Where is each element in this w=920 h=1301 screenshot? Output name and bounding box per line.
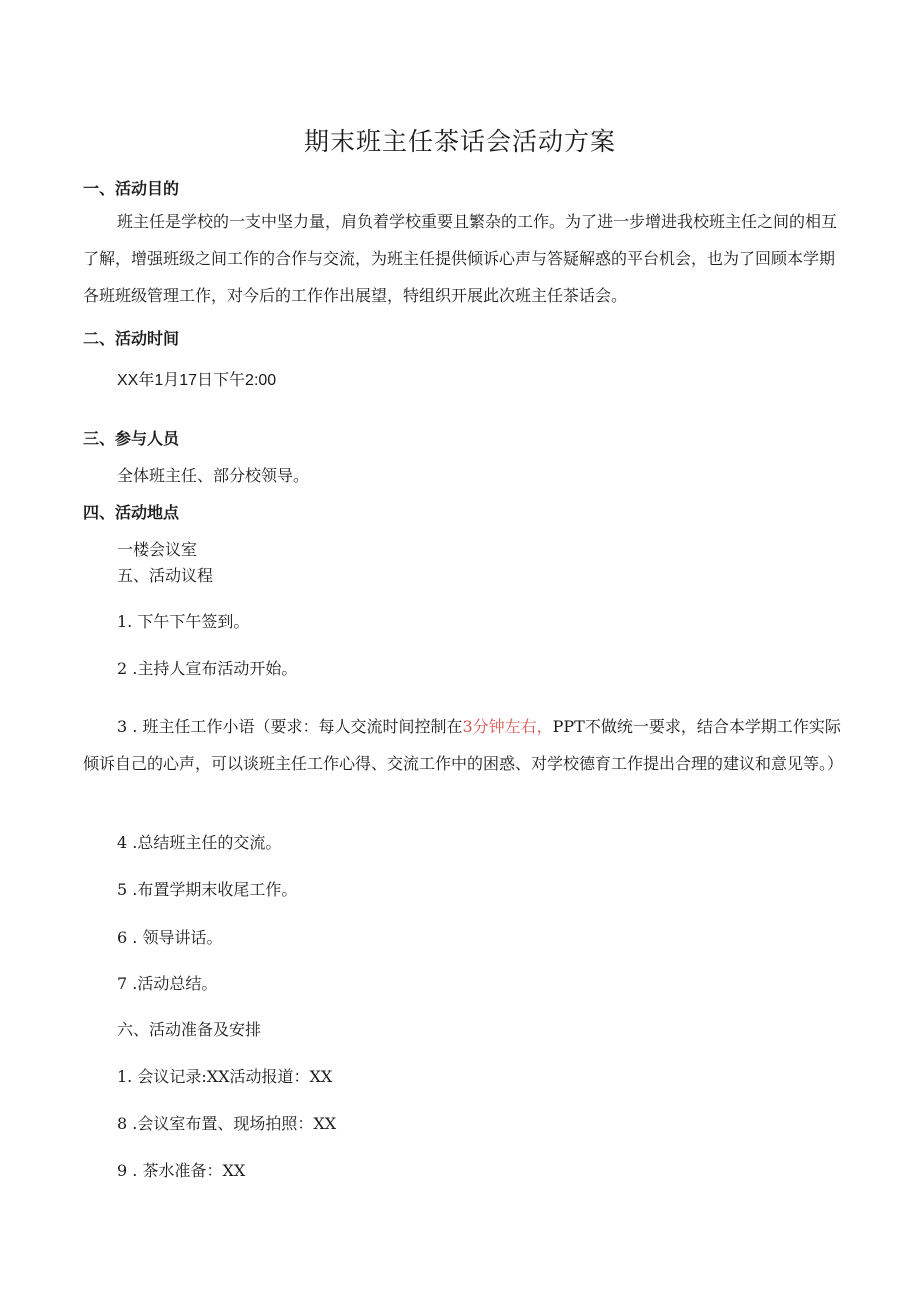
prep-item-3: 9 . 茶水准备：XX (117, 1161, 246, 1180)
heading-participants: 三、参与人员 (83, 429, 180, 448)
heading-purpose: 一、活动目的 (83, 179, 180, 198)
agenda-item-2: 2 .主持人宣布活动开始。 (117, 659, 298, 678)
agenda-item-4: 4 .总结班主任的交流。 (117, 833, 282, 852)
participants-text: 全体班主任、部分校领导。 (117, 466, 310, 485)
page-title: 期末班主任茶话会活动方案 (303, 127, 616, 156)
agenda-item-7: 7 .活动总结。 (117, 974, 218, 993)
agenda-item-5: 5 .布置学期末收尾工作。 (117, 880, 298, 899)
prep-item-1: 1. 会议记录:XX活动报道：XX (117, 1067, 333, 1086)
heading-agenda: 五、活动议程 (117, 566, 214, 585)
agenda-item-1: 1. 下午下午签到。 (117, 612, 250, 631)
heading-location: 四、活动地点 (83, 503, 180, 522)
location-text: 一楼会议室 (117, 540, 198, 559)
agenda-item-6: 6 . 领导讲话。 (117, 928, 223, 947)
agenda-item-3 (83, 708, 843, 782)
heading-preparation: 六、活动准备及安排 (117, 1020, 262, 1039)
time-text: XX年1月17日下午2:00 (117, 372, 277, 389)
agenda-item-3-highlight: 3分钟左右， (462, 717, 553, 736)
purpose-paragraph: 班主任是学校的一支中坚力量，肩负着学校重要且繁杂的工作。为了进一步增进我校班主任之间的相互了解，增强班级之间工作的合作与交流，为班主任提供倾诉心声与答疑解惑的平台机会，也为了回顾本学期各班班级管理工作，对今后的工作作出展望，特组织开展此次班主任茶话会。 (83, 212, 838, 305)
heading-time: 二、活动时间 (83, 329, 180, 348)
prep-item-2: 8 .会议室布置、现场拍照：XX (117, 1114, 337, 1133)
agenda-item-3-suffix: PPT不做统一要求，结合本学期工作实际倾诉自己的心声，可以谈班主任工作心得、交流工作中的困惑、对学校德育工作提出合理的建议和意见等。） (83, 717, 844, 773)
agenda-item-3-prefix: 3 . 班主任工作小语（要求：每人交流时间控制在 (117, 717, 463, 736)
